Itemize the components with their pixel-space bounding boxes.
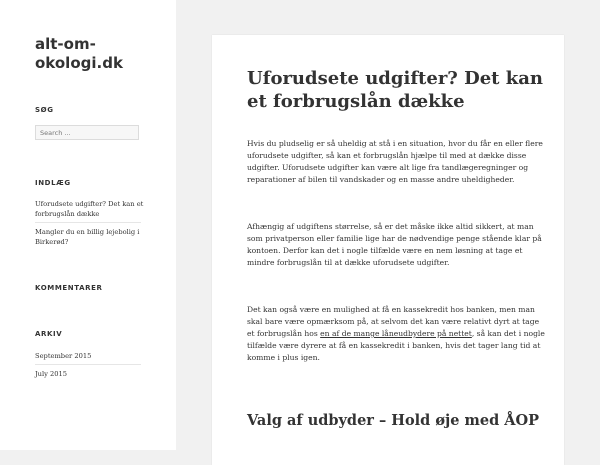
lender-link[interactable]: en af de mange låneudbydere på nettet: [320, 329, 472, 338]
divider: [35, 364, 141, 365]
recent-posts-title: INDLÆG: [35, 179, 71, 187]
paragraph-text: Det kan også være en mulighed at få en kassekredit hos banken, men man skal bare være opmærksom på, at selvom det kan være relativt dyrt at tage et forbrugslån hos: [247, 305, 540, 338]
post-paragraph: [247, 304, 547, 364]
post-paragraph: Afhængig af udgiftens størrelse, så er det måske ikke altid sikkert, at man som privatperson eller familie lige har de nødvendige penge stående klar på kontoen. Derfor kan det i nogle tilfælde være en nem løsning at tage et mindre forbrugslån til at dække uforudsete udgifter.: [247, 222, 542, 267]
post-paragraph: Hvis du pludselig er så uheldig at stå i en situation, hvor du får en eller flere uforudsete udgifter, så kan et forbrugslån hjælpe til med at dække disse udgifter. Uforudsete udgifter kan være alt lige fra tandlægeregninger og reparationer af bilen til vandskader og en masse andre uheldigheder.: [247, 139, 543, 184]
site-title[interactable]: alt-om-okologi.dk: [35, 35, 123, 72]
search-widget-title: SØG: [35, 106, 54, 114]
divider: [35, 222, 141, 223]
post-subheading: Valg af udbyder – Hold øje med ÅOP: [247, 412, 540, 429]
recent-post-link[interactable]: Uforudsete udgifter? Det kan et forbrugslån dække: [35, 200, 144, 218]
archive-link[interactable]: September 2015: [35, 352, 92, 360]
paragraph-text: , så kan det i nogle tilfælde være dyrere at få en kassekredit i banken, hvis det tager lang tid at komme i plus igen.: [247, 329, 545, 362]
archive-link[interactable]: July 2015: [35, 370, 68, 378]
post-title[interactable]: Uforudsete udgifter? Det kan et forbrugslån dække: [247, 68, 543, 112]
archive-widget-title: ARKIV: [35, 330, 63, 338]
search-input[interactable]: [35, 125, 139, 140]
recent-post-link[interactable]: Mangler du en billig lejebolig i Birkerød?: [35, 228, 140, 246]
comments-widget-title: KOMMENTARER: [35, 284, 103, 292]
